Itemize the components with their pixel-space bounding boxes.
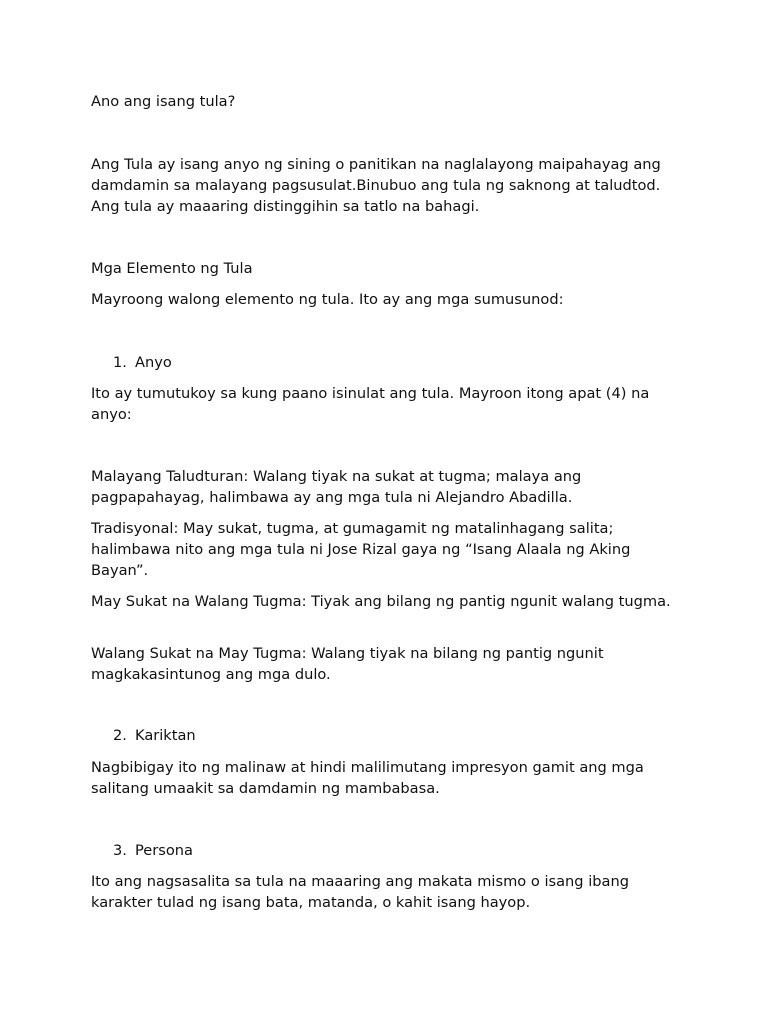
list-title: Persona <box>135 842 193 859</box>
anyo-type-may-sukat-walang-tugma: May Sukat na Walang Tugma: Tiyak ang bilang ng pantig ngunit walang tugma. <box>91 593 671 610</box>
question-heading: Ano ang isang tula? <box>91 93 236 110</box>
elements-heading: Mga Elemento ng Tula <box>91 260 253 277</box>
persona-description: Ito ang nagsasalita sa tula na maaaring ang makata mismo o isang ibang karakter tulad ng isang bata, matanda, o kahit isang hayop. <box>91 873 629 911</box>
list-title: Kariktan <box>135 727 196 744</box>
list-item-persona <box>113 840 193 861</box>
kariktan-description: Nagbibigay ito ng malinaw at hindi malilimutang impresyon gamit ang mga salitang umaakit sa damdamin ng mambabasa. <box>91 759 644 797</box>
list-number: 2. <box>113 727 127 744</box>
list-number: 1. <box>113 354 127 371</box>
anyo-description: Ito ay tumutukoy sa kung paano isinulat ang tula. Mayroon itong apat (4) na anyo: <box>91 385 650 423</box>
list-item-kariktan <box>113 725 196 746</box>
list-item-anyo <box>113 352 172 373</box>
definition-paragraph: Ang Tula ay isang anyo ng sining o panitikan na naglalayong maipahayag ang damdamin sa malayang pagsusulat.Binubuo ang tula ng saknong at taludtod. Ang tula ay maaaring distinggihin sa tatlo na bahagi. <box>91 156 661 215</box>
anyo-type-tradisyonal: Tradisyonal: May sukat, tugma, at gumagamit ng matalinhagang salita; halimbawa nito ang mga tula ni Jose Rizal gaya ng “Isang Alaala ng Aking Bayan”. <box>91 520 631 579</box>
list-title: Anyo <box>135 354 172 371</box>
anyo-type-malayang-taludturan: Malayang Taludturan: Walang tiyak na sukat at tugma; malaya ang pagpapahayag, halimbawa ay ang mga tula ni Alejandro Abadilla. <box>91 468 582 506</box>
list-number: 3. <box>113 842 127 859</box>
anyo-type-walang-sukat-may-tugma: Walang Sukat na May Tugma: Walang tiyak na bilang ng pantig ngunit magkakasintunog ang mga dulo. <box>91 645 604 683</box>
elements-intro: Mayroong walong elemento ng tula. Ito ay ang mga sumusunod: <box>91 291 564 308</box>
